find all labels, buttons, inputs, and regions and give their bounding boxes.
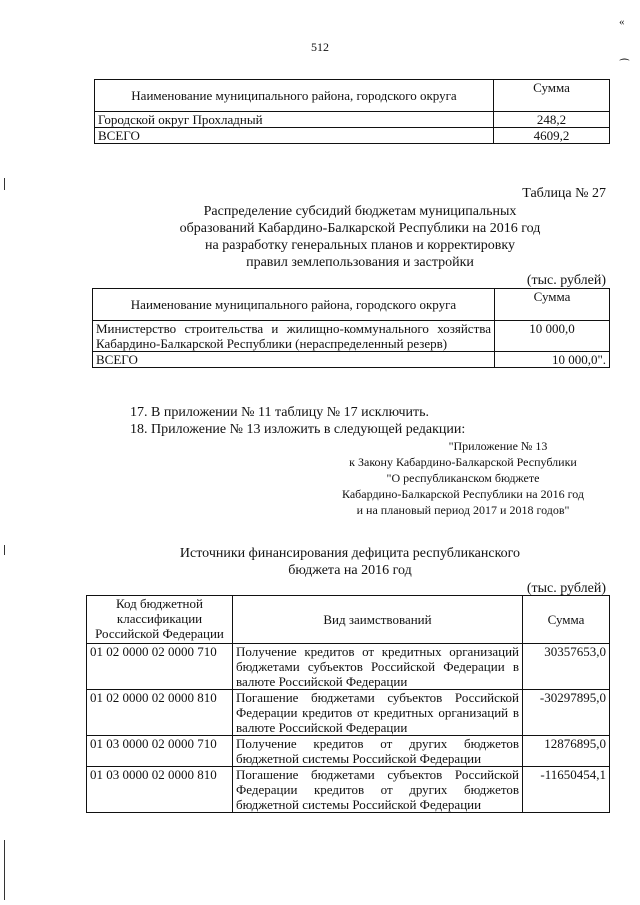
cell-sum: 10 000,0 bbox=[495, 321, 610, 352]
table-header-row bbox=[95, 80, 610, 112]
scan-margin-line bbox=[4, 545, 5, 555]
header-cell: Вид заимствований bbox=[233, 596, 523, 644]
table-row bbox=[93, 352, 610, 368]
sources-table bbox=[86, 595, 610, 813]
table-title: Распределение субсидий бюджетам муниципальных образований Кабардино-Балкарской Республики на 2016 год на разработку генеральных планов и корректировку правил землепользования и застройки bbox=[179, 204, 541, 270]
cell-code: 01 03 0000 02 0000 810 bbox=[87, 767, 233, 813]
corner-mark: ⁔ bbox=[620, 49, 629, 61]
appendix-header: "Приложение № 13 к Закону Кабардино-Балкарской Республики "О республиканском бюджете Кабардино-Балкарской Республики на 2016 год и на плановый период 2017 и 2018 годов" bbox=[342, 439, 584, 517]
header-cell: Наименование муниципального района, городского округа bbox=[95, 80, 494, 112]
cell-sum: 10 000,0". bbox=[495, 352, 610, 368]
cell-sum: 248,2 bbox=[494, 112, 610, 128]
cell-sum: 30357653,0 bbox=[523, 644, 610, 690]
cell-type: Погашение бюджетами субъектов Российской Федерации кредитов от других бюджетов бюджетной системы Российской Федерации bbox=[233, 767, 523, 813]
header-cell: Код бюджетной классификации Российской Федерации bbox=[87, 596, 233, 644]
unit-label: (тыс. рублей) bbox=[526, 273, 606, 288]
cell-code: 01 02 0000 02 0000 710 bbox=[87, 644, 233, 690]
corner-mark: « bbox=[619, 16, 625, 28]
cell-code: 01 02 0000 02 0000 810 bbox=[87, 690, 233, 736]
table-header-row bbox=[87, 596, 610, 644]
cell-name: ВСЕГО bbox=[95, 128, 494, 144]
table-row bbox=[87, 644, 610, 690]
header-cell: Наименование муниципального района, городского округа bbox=[93, 289, 495, 321]
cell-sum: -11650454,1 bbox=[523, 767, 610, 813]
table-row bbox=[95, 128, 610, 144]
header-cell: Сумма bbox=[494, 80, 610, 112]
unit-label: (тыс. рублей) bbox=[526, 581, 606, 596]
paragraph-17: 17. В приложении № 11 таблицу № 17 исключить. bbox=[130, 405, 430, 420]
header-cell: Сумма bbox=[495, 289, 610, 321]
cell-name: Городской округ Прохладный bbox=[95, 112, 494, 128]
cell-name: ВСЕГО bbox=[93, 352, 495, 368]
table-27 bbox=[92, 288, 610, 368]
page-number: 512 bbox=[311, 40, 329, 54]
table-header-row bbox=[93, 289, 610, 321]
cell-sum: 4609,2 bbox=[494, 128, 610, 144]
table-row bbox=[93, 321, 610, 352]
header-cell: Сумма bbox=[523, 596, 610, 644]
scan-margin-line bbox=[4, 178, 5, 190]
cell-sum: -30297895,0 bbox=[523, 690, 610, 736]
cell-sum: 12876895,0 bbox=[523, 736, 610, 767]
cell-type: Получение кредитов от других бюджетов бюджетной системы Российской Федерации bbox=[233, 736, 523, 767]
table-row bbox=[87, 736, 610, 767]
scan-margin-line bbox=[4, 840, 5, 900]
table-26-continuation bbox=[94, 79, 610, 144]
cell-type: Погашение бюджетами субъектов Российской Федерации кредитов от кредитных организаций в валюте Российской Федерации bbox=[233, 690, 523, 736]
paragraph-18: 18. Приложение № 13 изложить в следующей редакции: bbox=[130, 422, 466, 437]
sources-title: Источники финансирования дефицита республиканского бюджета на 2016 год bbox=[179, 546, 521, 578]
cell-name: Министерство строительства и жилищно-коммунального хозяйства Кабардино-Балкарской Республики (нераспределенный резерв) bbox=[93, 321, 495, 352]
cell-code: 01 03 0000 02 0000 710 bbox=[87, 736, 233, 767]
table-row bbox=[87, 767, 610, 813]
table-row bbox=[95, 112, 610, 128]
table-row bbox=[87, 690, 610, 736]
table-label: Таблица № 27 bbox=[522, 186, 606, 201]
cell-type: Получение кредитов от кредитных организаций бюджетами субъектов Российской Федерации в валюте Российской Федерации bbox=[233, 644, 523, 690]
